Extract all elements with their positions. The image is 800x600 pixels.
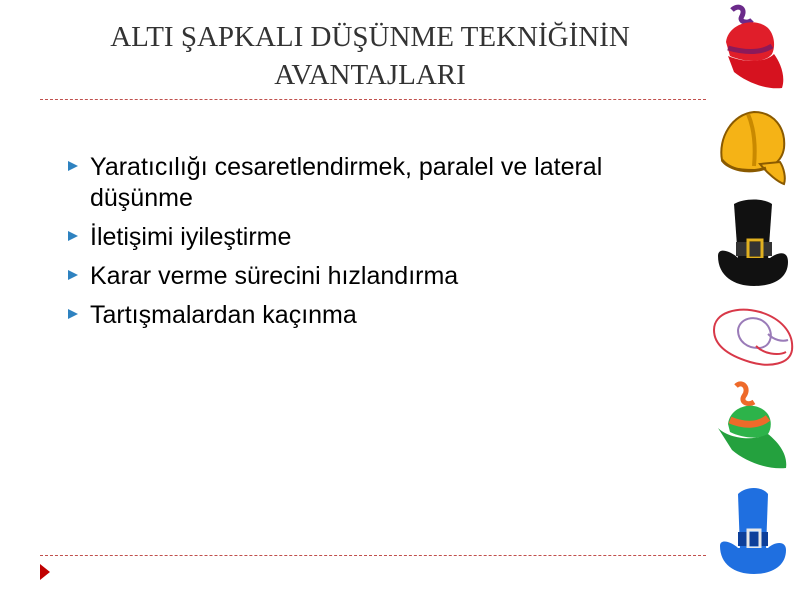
black-hat-icon (708, 196, 796, 290)
blue-hat-icon (708, 484, 796, 580)
bullet-item (68, 152, 708, 214)
bullet-list (68, 152, 708, 339)
slide-title (60, 18, 680, 94)
bullet-arrow-icon (68, 270, 78, 280)
green-hat-icon (708, 378, 796, 476)
bullet-text: Tartışmalardan kaçınma (90, 301, 357, 329)
bullet-item (68, 300, 708, 331)
red-hat-icon (708, 2, 796, 94)
previous-slide-arrow-icon[interactable] (40, 564, 50, 580)
bullet-arrow-icon (68, 231, 78, 241)
bullet-item (68, 261, 708, 292)
bottom-divider (40, 555, 706, 556)
bullet-text: Karar verme sürecini hızlandırma (90, 262, 459, 290)
bullet-item (68, 222, 708, 253)
bullet-arrow-icon (68, 161, 78, 171)
bullet-text: Yaratıcılığı cesaretlendirmek, paralel ve lateral düşünme (90, 153, 603, 212)
white-hat-icon (708, 300, 796, 374)
bullet-arrow-icon (68, 309, 78, 319)
yellow-hat-icon (708, 104, 796, 190)
slide-title-line-2: AVANTAJLARI (274, 59, 466, 91)
top-divider (40, 99, 706, 100)
slide-title-line-1: ALTI ŞAPKALI DÜŞÜNME TEKNİĞİNİN (110, 21, 630, 53)
hat-column (708, 0, 800, 600)
bullet-text: İletişimi iyileştirme (90, 223, 292, 251)
